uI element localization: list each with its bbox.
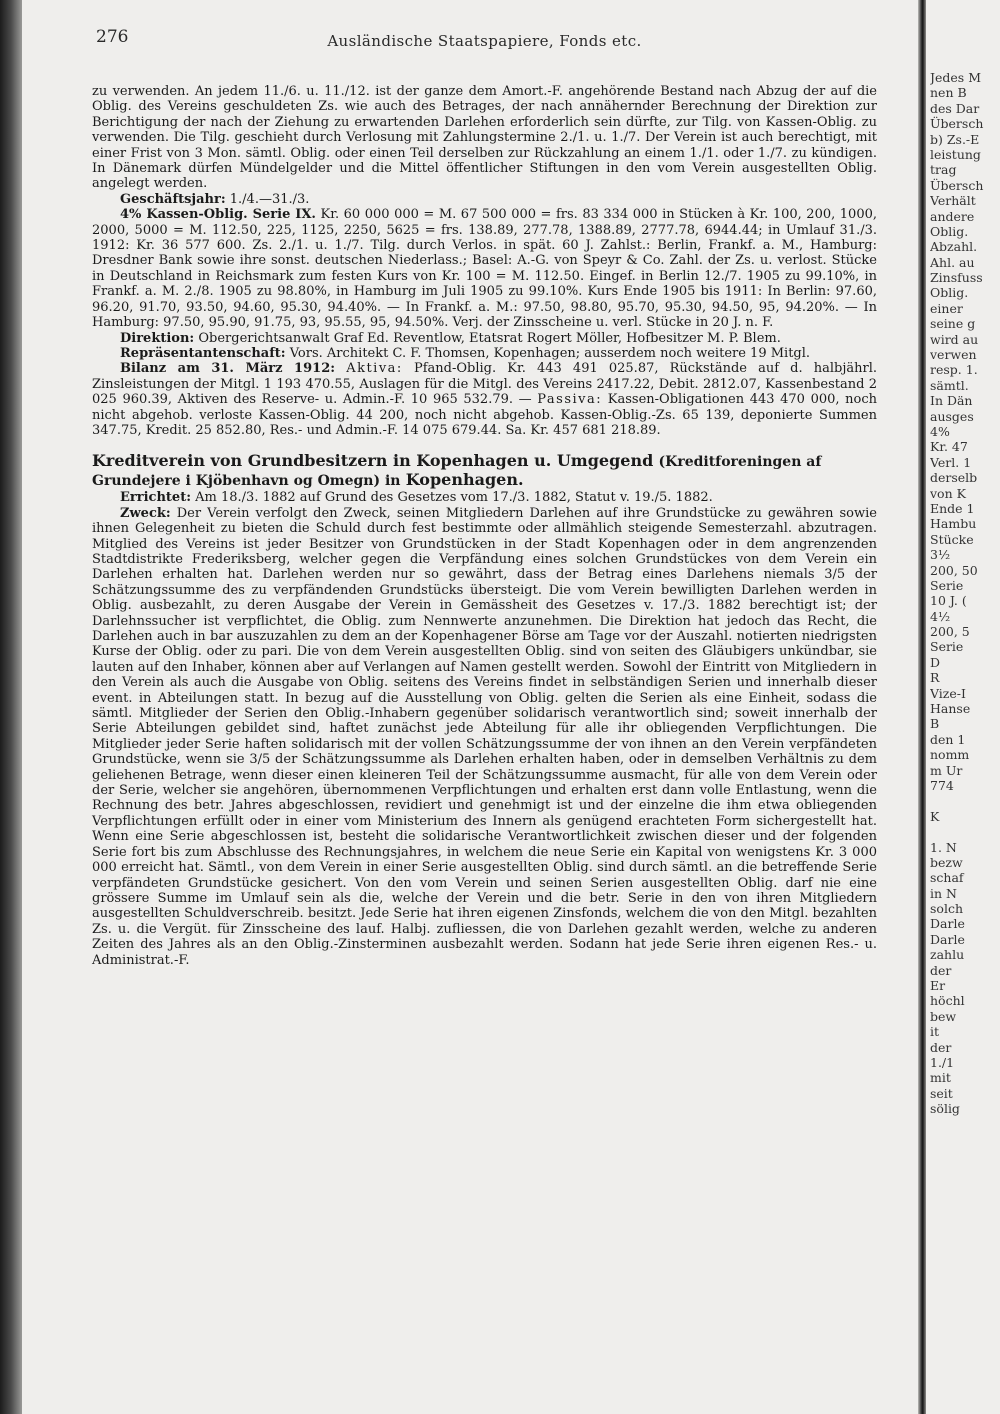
- next-page-fragment: der: [930, 962, 952, 978]
- next-page-fragment: des Dar: [930, 100, 980, 116]
- next-page-fragment: m Ur: [930, 762, 963, 778]
- next-page-fragment: sämtl.: [930, 377, 969, 393]
- next-page-edge: [930, 70, 1000, 1117]
- next-page-fragment: in N: [930, 885, 957, 901]
- next-page-fragment: solch: [930, 901, 963, 917]
- next-page-fragment: Stücke: [930, 531, 974, 547]
- next-page-fragment: 3½: [930, 547, 951, 563]
- next-page-fragment: Ende 1: [930, 500, 975, 516]
- next-page-fragment: B: [930, 716, 940, 732]
- direktion-label: Direktion:: [120, 330, 195, 346]
- page-header: [92, 26, 877, 52]
- next-page-fragment: Übersch: [930, 116, 984, 132]
- next-page-fragment: derselb: [930, 470, 978, 486]
- errichtet-label: Errichtet:: [120, 490, 191, 506]
- kassen-oblig-label: 4% Kassen-Oblig. Serie IX.: [120, 207, 316, 223]
- next-page-fragment: nomm: [930, 747, 970, 763]
- next-page-fragment: einer: [930, 300, 963, 316]
- next-page-fragment: Hanse: [930, 701, 971, 717]
- next-page-fragment: 4½: [930, 608, 951, 624]
- bilanz-aktiva-label: Aktiva:: [346, 361, 403, 377]
- repraesentantenschaft-paragraph: [92, 346, 877, 361]
- intro-paragraph: zu verwenden. An jedem 11./6. u. 11./12. ist der ganze dem Amort.-F. angehörende Bestand nach Abzug der auf die Oblig. des Vereins geschuldeten Zs. wie auch des Betrages, der nach annähernder Berechnung der Direktion zur Berichtigung der nach der Ziehung zu erwartenden Darlehen erforderlich sein dürfte, zur Tilg. von Kassen-Oblig. zu verwenden. Die Tilg. geschieht durch Verlosung mit Zahlungstermine 2./1. u. 1./7. Der Verein ist auch berechtigt, mit einer Frist von 3 Mon. sämtl. Oblig. oder einen Teil derselben zur Rückzahlung an einem 1./1. oder 1./7. zu kündigen. In Dänemark dürfen Mündelgelder und die Mittel öffentlicher Stiftungen in den vom Verein ausgestellten Oblig. angelegt werden.: [92, 84, 877, 192]
- next-page-fragment: b) Zs.-E: [930, 131, 980, 147]
- geschaeftsjahr-label: Geschäftsjahr:: [120, 191, 226, 207]
- next-page-fragment: 200, 5: [930, 624, 970, 640]
- next-page-fragment: nen B: [930, 85, 967, 101]
- next-page-fragment: ausges: [930, 408, 974, 424]
- next-page-fragment: Darle: [930, 916, 965, 932]
- next-page-fragment: den 1: [930, 731, 966, 747]
- section-heading: [92, 452, 877, 490]
- next-page-fragment: trag: [930, 162, 957, 178]
- next-page-fragment: der: [930, 1039, 952, 1055]
- section-heading-city: Kopenhagen.: [405, 470, 524, 490]
- kassen-oblig-text: Kr. 60 000 000 = M. 67 500 000 = frs. 83 334 000 in Stücken à Kr. 100, 200, 1000, 2000, 5000 = M. 112.50, 225, 1125, 2250, 5625 = frs. 138.89, 277.78, 1388.89, 2777.78, 6944.44; in Umlauf 31./3. 1912: Kr. 36 577 600. Zs. 2./1. u. 1./7. Tilg. durch Verlos. in spät. 60 J. Zahlst.: Berlin, Frankf. a. M., Hamburg: Dresdner Bank sowie ihre sonst. deutschen Niederlass.; Basel: A.-G. von Speyr & Co. Zahl. der Zs. u. verlost. Stücke in Deutschland in Reichsmark zum festen Kurs von Kr. 100 = M. 112.50. Eingef. in Berlin 12./7. 1905 zu 99.10%, in Frankf. a. M. 2./8. 1905 zu 98.80%, in Hamburg im Juli 1905 zu 99.10%. Kurs Ende 1905 bis 1911: In Berlin: 97.60, 96.20, 91.70, 93.50, 94.60, 95.30, 94.40%. — In Frankf. a. M.: 97.50, 98.80, 95.70, 95.30, 94.50, 95, 94.20%. — In Hamburg: 97.50, 95.90, 91.75, 93, 95.55, 95, 94.50%. Verj. der Zinsscheine u. verl. Stücke in 20 J. n. F.: [92, 207, 877, 331]
- next-page-fragment: 200, 50: [930, 562, 978, 578]
- section-heading-title: Kreditverein von Grundbesitzern in Kopenhagen u. Umgegend: [92, 451, 654, 471]
- next-page-fragment: leistung: [930, 146, 981, 162]
- next-page-fragment: 10 J. (: [930, 593, 967, 609]
- next-page-fragment: K: [930, 808, 940, 824]
- zweck-text: Der Verein verfolgt den Zweck, seinen Mitgliedern Darlehen auf ihre Grundstücke zu gewähren sowie ihnen Gelegenheit zu bieten die Schuld durch fest bestimmte oder allmählich steigende Semesterzahl. abzutragen. Mitglied des Vereins ist jeder Besitzer von Grundstücken in der Stadt Kopenhagen oder in dem angrenzenden Stadtdistrikte Frederiksberg, welcher gegen die Verpfändung eines solchen Grundstückes von dem Verein ein Darlehen erhalten hat. Darlehen werden nur so gewährt, dass der Betrag eines Darlehens niemals 3/5 der Schätzungssumme des zu verpfändenden Grundstücks übersteigt. Die vom Verein bewilligten Darlehen werden in Oblig. ausbezahlt, zu deren Ausgabe der Verein in Gemässheit des Gesetzes v. 17./3. 1882 berechtigt ist; der Darlehnssucher ist verpflichtet, die Oblig. zum Nennwerte anzunehmen. Die Direktion hat jedoch das Recht, die Darlehen auch in bar auszuzahlen zu dem an der Kopenhagener Börse am Tage vor der Auszahl. notierten niedrigsten Kurse der Oblig. oder zu pari. Die von dem Verein ausgestellten Oblig. sind von seiten des Gläubigers unkündbar, sie lauten auf den Inhaber, können aber auf Verlangen auf Namen gestellt werden. Sowohl der Eintritt von Mitgliedern in den Verein als auch die Ausgabe von Oblig. seitens des Vereins findet in selbständigen Serien und innerhalb dieser event. in Abteilungen statt. In bezug auf die Ausstellung von Oblig. gelten die Serien als eine Einheit, sodass die sämtl. Mitglieder der Serien den Oblig.-Inhabern gegenüber solidarisch verantwortlich sind; soweit innerhalb der Serie Abteilungen gebildet sind, haftet zunächst jede Abteilung für alle ihr obliegenden Verpflichtungen. Die Mitglieder jeder Serie haften solidarisch mit der vollen Schätzungssumme der von ihnen an den Verein verpfändeten Grundstücke, wenn sie 3/5 der Schätzungssumme als Darlehen erhalten haben, oder in demselben Verhältnis zu dem geliehenen Betrage, wenn dieser einen kleineren Teil der Schätzungssumme ausmacht, für alle von dem Verein oder der Serie, welcher sie angehören, übernommenen Verpflichtungen und erhalten erst dann volle Entlastung, wenn die Rechnung des betr. Jahres abgeschlossen, revidiert und genehmigt ist und der einzelne die ihm etwa obliegenden Verpflichtungen erfüllt oder in einer vom Ministerium des Innern als genügend erachteten Form sichergestellt hat. Wenn eine Serie abgeschlossen ist, besteht die solidarische Verantwortlichkeit zwischen dieser und der folgenden Serie fort bis zum Abschlusse des Rechnungsjahres, in welchem die neue Serie ein Kapital von wenigstens Kr. 3 000 000 erreicht hat. Sämtl., von dem Verein in einer Serie ausgestellten Oblig. sind durch sämtl. an die betreffende Serie verpfändeten Grundstücke gesichert. Von den vom Verein und seinen Serien ausgestellten Oblig. darf nie eine grössere Summe im Umlauf sein als die, welche der Verein und die betr. Serie in den von ihren Mitgliedern ausgestellten Schuldverschreib. besitzt. Jede Serie hat ihren eigenen Zinsfonds, welchem die von den Mitgl. bezahlten Zs. u. die Vergüt. für Zinsscheine des lauf. Halbj. zufliessen, die von Darlehen gezahlt werden, welche zu anderen Zeiten des Jahres als an den Oblig.-Zinsterminen ausbezahlt werden. Sodann hat jede Serie ihren eigenen Res.- u. Administrat.-F.: [92, 505, 877, 968]
- bilanz-passiva-text: Kassen-Obligationen 443 470 000, noch nicht abgehob. verloste Kassen-Oblig. 44 200, noch nicht abgehob. Kassen-Oblig.-Zs. 65 139, deponierte Summen 347.75, Kredit. 25 852.80, Res.- und Admin.-F. 14 075 679.44. Sa. Kr. 457 681 218.89.: [92, 392, 878, 438]
- next-page-fragment: Kr. 47: [930, 439, 968, 455]
- next-page-fragment: 1./1: [930, 1055, 955, 1070]
- next-page-fragment: zahlu: [930, 947, 965, 963]
- next-page-fragment: Verhält: [930, 193, 976, 209]
- zweck-label: Zweck:: [120, 505, 171, 521]
- next-page-fragment: Abzahl.: [930, 239, 978, 255]
- direktion-paragraph: [92, 331, 877, 346]
- next-page-fragment: Serie: [930, 577, 964, 593]
- next-page-fragment: 774: [930, 777, 954, 793]
- next-page-fragment: seine g: [930, 316, 976, 332]
- section-heading-subtitle: (Kreditforeningen af Grundejere i Kjöbenhavn og Omegn) in: [92, 454, 822, 490]
- errichtet-paragraph: [92, 490, 877, 505]
- geschaeftsjahr-value: 1./4.—31./3.: [229, 191, 310, 207]
- next-page-fragment: [930, 793, 1000, 808]
- next-page-fragment: Oblig.: [930, 285, 969, 301]
- next-page-fragment: schaf: [930, 870, 964, 886]
- next-page-fragment: R: [930, 670, 940, 686]
- next-page-fragment: höchl: [930, 993, 965, 1009]
- next-page-fragment: von K: [930, 485, 966, 501]
- next-page-fragment: Jedes M: [930, 70, 981, 85]
- next-page-fragment: Zinsfuss: [930, 270, 983, 286]
- zweck-paragraph: [92, 506, 877, 968]
- next-page-fragment: it: [930, 1024, 940, 1040]
- repraesentantenschaft-text: Vors. Architekt C. F. Thomsen, Kopenhagen; ausserdem noch weitere 19 Mitgl.: [289, 345, 811, 361]
- next-page-fragment: sölig: [930, 1101, 960, 1117]
- next-page-fragment: Verl. 1: [930, 454, 972, 470]
- direktion-text: Obergerichtsanwalt Graf Ed. Reventlow, Etatsrat Rogert Möller, Hofbesitzer M. P. Blem.: [198, 330, 781, 346]
- bilanz-passiva-label: Passiva:: [537, 392, 603, 408]
- next-page-fragment: In Dän: [930, 393, 973, 409]
- next-page-fragment: mit: [930, 1070, 951, 1086]
- next-page-fragment: 1. N: [930, 839, 957, 855]
- bilanz-aktiva-text: Pfand-Oblig. Kr. 443 491 025.87, Rückstände auf d. halbjährl. Zinsleistungen der Mitgl. 1 193 470.55, Auslagen für die Mitgl. des Vereins 2417.22, Debit. 2812.07, Kassenbestand 2 025 960.39, Aktiven des Reserve- u. Admin.-F. 10 965 532.79. —: [92, 361, 878, 408]
- running-title: Ausländische Staatspapiere, Fonds etc.: [327, 32, 642, 50]
- next-page-fragment: 4%: [930, 423, 950, 439]
- next-page-fragment: Darle: [930, 931, 965, 947]
- book-spine-shadow: [918, 0, 926, 1414]
- next-page-fragment: wird au: [930, 331, 979, 347]
- next-page-fragment: bew: [930, 1008, 957, 1024]
- next-page-fragment: Er: [930, 978, 946, 994]
- next-page-fragment: verwen: [930, 347, 977, 363]
- next-page-fragment: resp. 1.: [930, 362, 978, 378]
- bilanz-label: Bilanz am 31. März 1912:: [120, 361, 336, 377]
- repraesentantenschaft-label: Repräsentantenschaft:: [120, 345, 286, 361]
- next-page-fragment: D: [930, 654, 941, 670]
- left-page-gutter: [0, 0, 22, 1414]
- next-page-fragment: Serie: [930, 639, 964, 655]
- next-page-fragment: Hambu: [930, 516, 977, 532]
- next-page-fragment: Oblig.: [930, 223, 969, 239]
- geschaeftsjahr-paragraph: [92, 192, 877, 207]
- next-page-fragment: seit: [930, 1085, 953, 1101]
- book-page: [92, 26, 877, 968]
- kassen-oblig-paragraph: [92, 207, 877, 330]
- next-page-fragment: Übersch: [930, 177, 984, 193]
- next-page-fragment: andere: [930, 208, 975, 224]
- errichtet-text: Am 18./3. 1882 auf Grund des Gesetzes vom 17./3. 1882, Statut v. 19./5. 1882.: [195, 490, 713, 506]
- page-number: 276: [96, 27, 129, 47]
- next-page-fragment: Ahl. au: [930, 254, 975, 270]
- next-page-fragment: Vize-I: [930, 685, 966, 701]
- next-page-fragment: [930, 824, 1000, 839]
- next-page-fragment: bezw: [930, 854, 963, 870]
- bilanz-paragraph: [92, 361, 877, 438]
